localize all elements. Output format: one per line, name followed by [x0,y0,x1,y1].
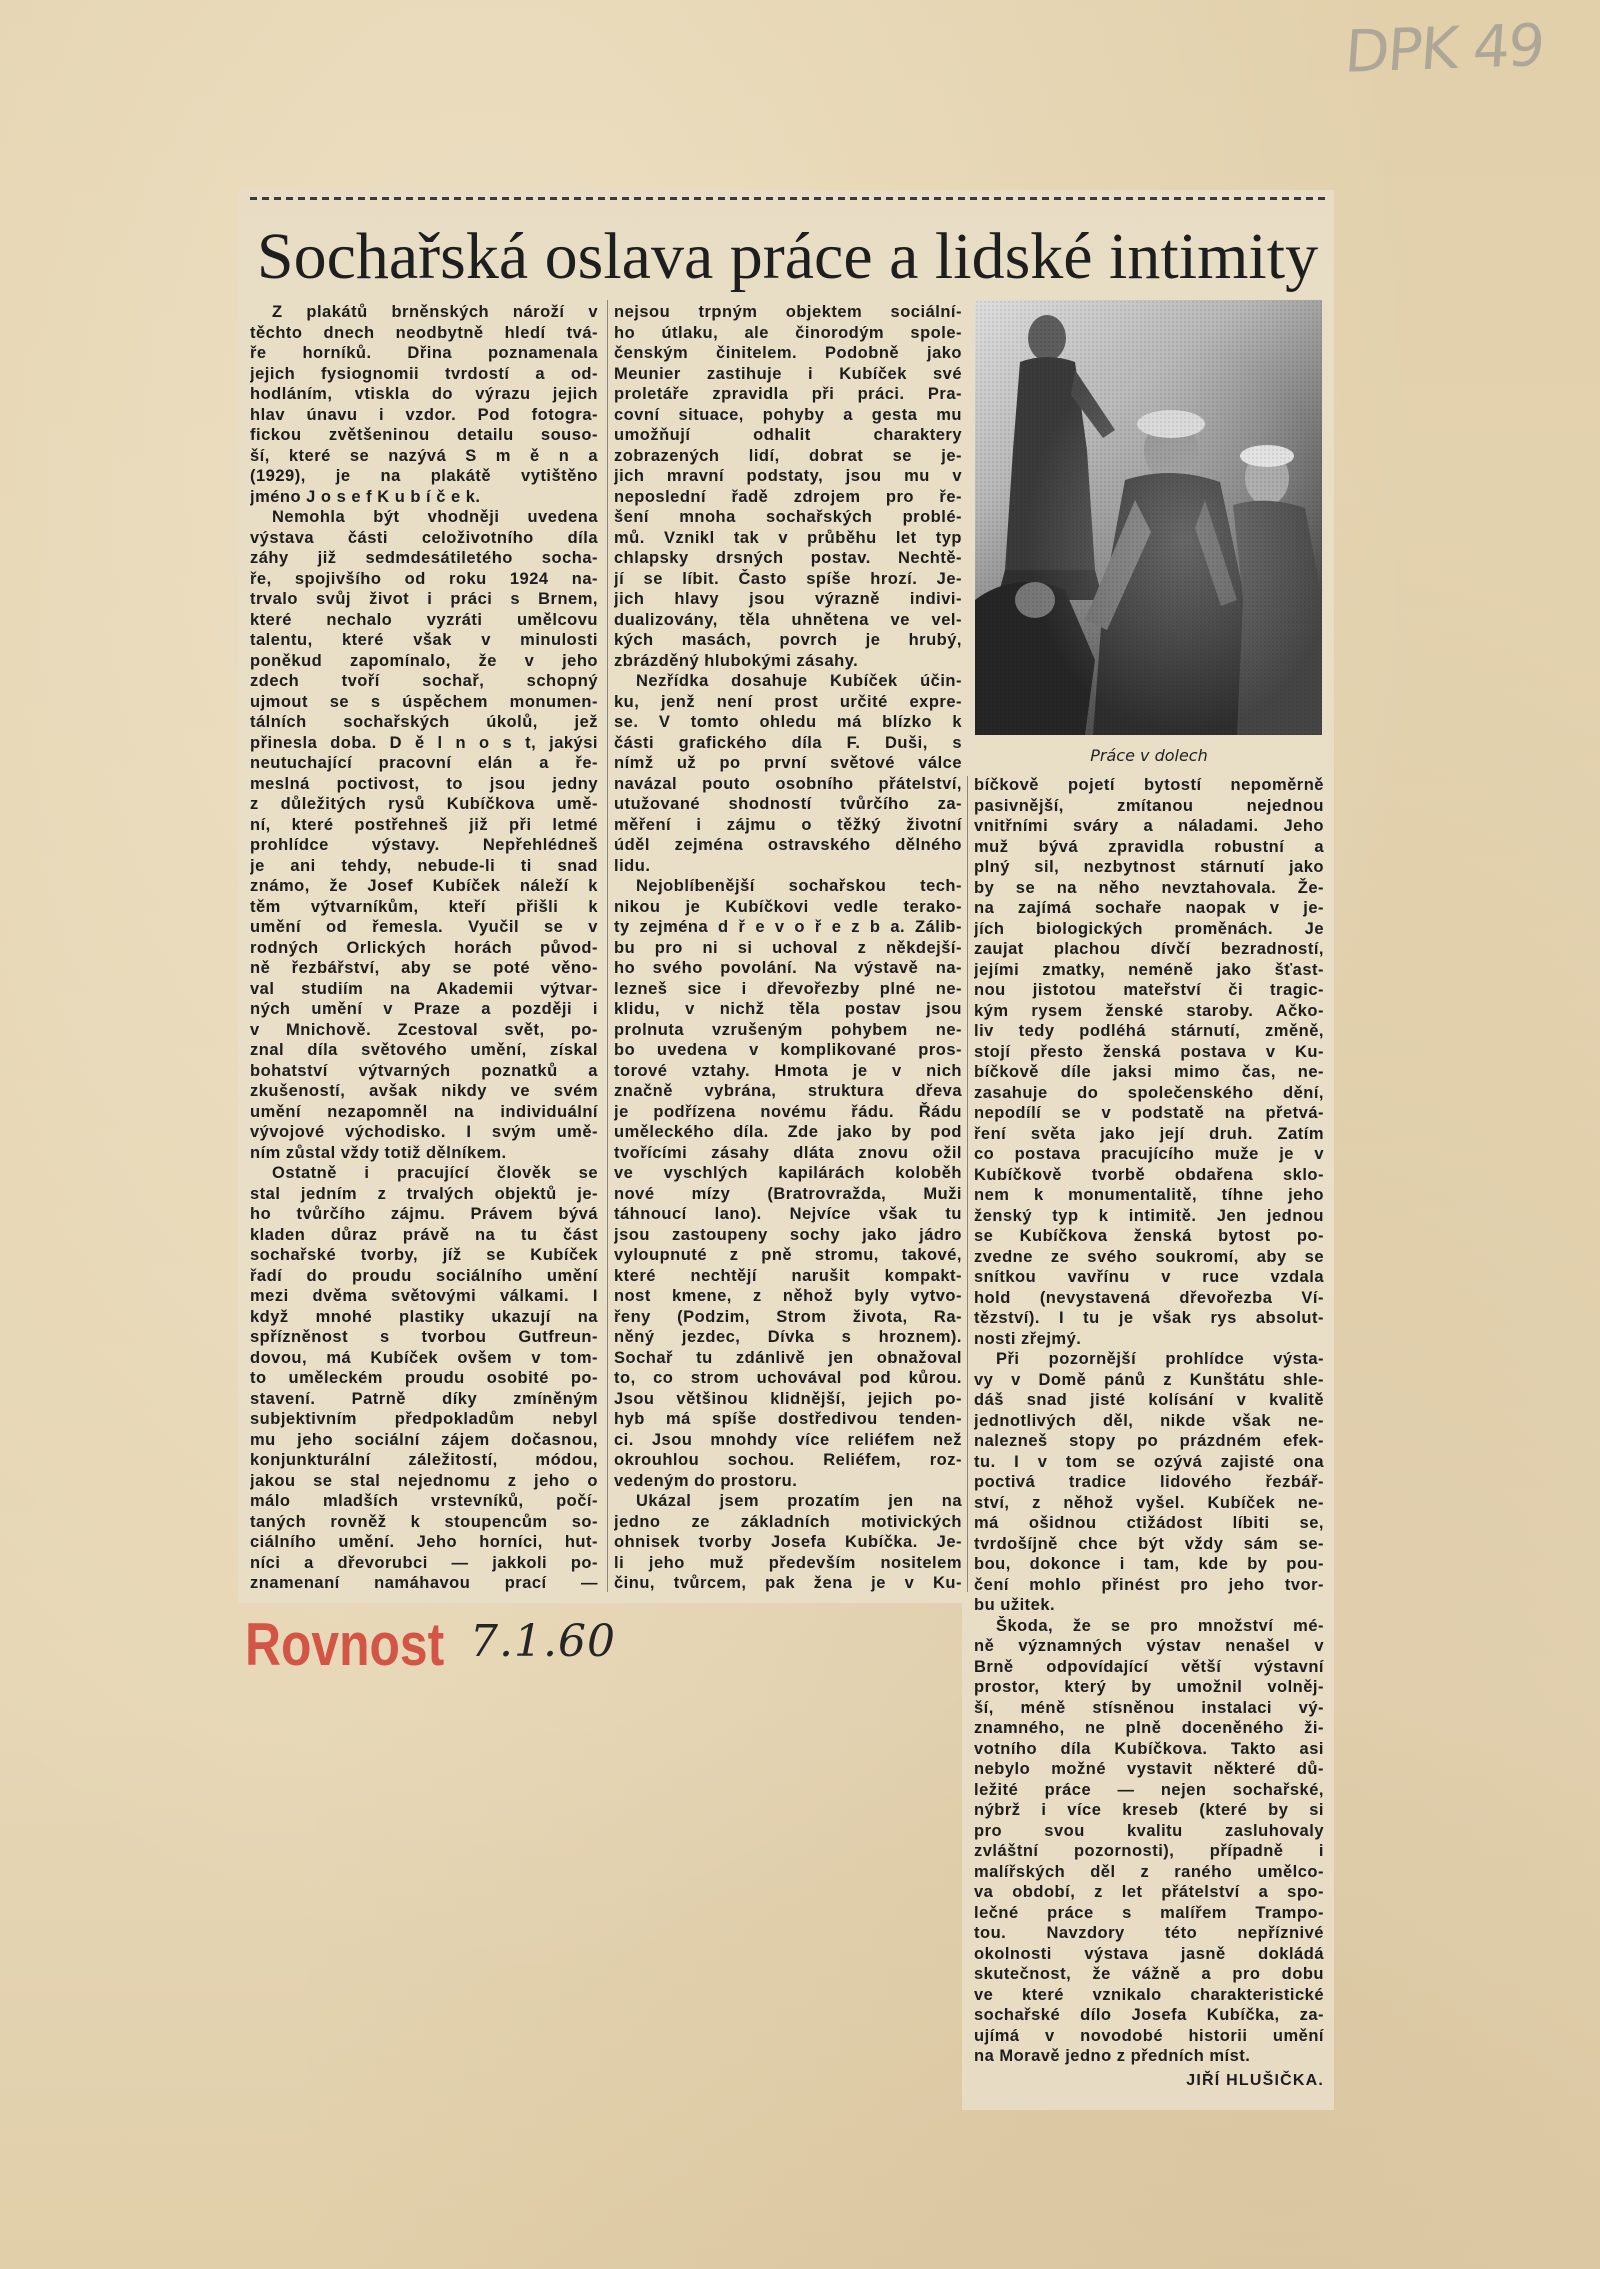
newspaper-stamp: Rovnost [245,1611,445,1678]
text-line: bu pro ni si uchoval z někdejší- [614,938,962,957]
text-line: bo uvedena v komplikované pros- [614,1041,962,1059]
text-line: lečné práce s malířem Trampo- [974,1903,1324,1922]
text-line: neposlední řadě zdrojem pro ře- [614,487,962,506]
text-line: ku, jenž není prost určité expre- [614,692,962,711]
text-line: jejich fysiognomii tvrdostí a od- [250,364,598,383]
text-line: ho svého povolání. Na výstavě na- [614,959,962,977]
text-line: se Kubíčkova ženská bytost po- [974,1227,1324,1245]
text-line: vývojové východisko. I svým umě- [250,1123,598,1141]
text-line: řeny (Podzim, Strom života, Ra- [614,1307,962,1326]
text-line: ci. Jsou mnohdy více reliéfem než [614,1430,962,1449]
text-line: kým rysem ženské staroby. Ačko- [974,1001,1324,1020]
text-line: umění od řemesla. Vyučil se v [250,918,598,936]
text-line: Ukázal jsem prozatím jen na [636,1492,962,1510]
text-line: jméno J o s e f K u b í č e k. [250,487,481,506]
text-line: zbrázděný hlubokými zásahy. [614,651,859,670]
text-line: tou. Navzdory této nepříznivé [974,1924,1324,1942]
text-line: by se na něho nevztahovala. Že- [974,878,1324,897]
text-line: dualizovány, těla uhnětena ve vel- [614,610,962,629]
text-line: které nechalo vyzráti umělcovu [250,610,598,629]
article-title: Sochařská oslava práce a lidské intimity [256,220,1319,293]
text-line: tvrdošíjně chce být vždy sám se- [974,1534,1324,1553]
article-paragraph [250,1163,598,1594]
text-line: má ošidnou ctižádost líbiti se, [974,1514,1324,1532]
photo-caption: Práce v dolech [1090,746,1208,765]
text-line: hold (nevystavená dřevořezba Ví- [974,1288,1324,1307]
text-line: jích biologických proměnách. Je [974,919,1324,938]
text-line: nímž už po první světové válce [614,754,962,772]
article-paragraph [974,775,1324,1349]
text-line: z důležitých rysů Kubíčkova umě- [250,795,598,813]
text-line: tu. I v tom se ozývá zajisté ona [974,1452,1324,1471]
text-line: ujmout se s úspěchem monumen- [250,692,598,711]
text-line: jakou se stal nejednomu z jeho o [250,1471,598,1490]
text-line: ženský typ k intimitě. Jen jednou [974,1206,1324,1225]
text-line: nepodílí se v podstatě na přetvá- [974,1104,1324,1122]
text-line: ohnisek tvorby Josefa Kubíčka. Je- [614,1533,962,1551]
text-line: Z plakátů brněnských nároží v [272,303,598,321]
text-line: jedno ze základních motivických [614,1512,962,1531]
text-line: fickou zvětšeninou detailu souso- [250,426,598,444]
text-line: jednotlivých děl, nikde však ne- [974,1411,1324,1430]
text-line: malířských děl z raného umělco- [974,1862,1324,1881]
text-line: známo, že Josef Kubíček náleží k [250,877,598,895]
text-line: Sochař tu zdánlivě jen obnažoval [614,1348,962,1367]
text-line: umění nezapomněl na individuální [250,1102,598,1121]
text-line: málo mladších vrstevníků, počí- [250,1492,598,1510]
text-line: bíčkově díle jaksi mimo čas, ne- [974,1063,1324,1081]
archive-mark-pencil: DPK 49 [1342,10,1546,86]
text-line: čenským činitelem. Podobně jako [614,344,962,362]
text-line: ství, z něhož vyšel. Kubíček ne- [974,1493,1324,1512]
text-line: mezi dvěma světovými válkami. I [250,1287,598,1305]
text-line: trvalo svůj život i práci s Brnem, [250,590,598,608]
article-paragraph [614,671,962,876]
text-line: přinesla doba. D ě l n o s t, jakýsi [250,733,598,752]
text-line: to uměleckém proudu osobité po- [250,1369,598,1387]
text-line: Při pozornější prohlídce výsta- [996,1350,1324,1368]
article-paragraph [974,1616,1324,2067]
text-line: nosti zřejmý. [974,1329,1082,1348]
text-line: nebylo možné vystavit některé dů- [974,1760,1324,1778]
text-line: mů. Vznikl tak v průběhu let typ [614,528,962,547]
text-line: zasahuje do společenského dění, [974,1083,1324,1102]
text-line: zaujat plachou dívčí bezradností, [974,940,1324,958]
text-line: lidu. [614,856,651,875]
text-line: plný sil, nezbytnost stárnutí jako [974,858,1324,876]
text-line: val studiím na Akademii výtvar- [250,979,598,998]
text-line: co postava pracujícího muže je v [974,1145,1324,1163]
text-line: jsou zastoupeny sochy jako jádro [614,1225,962,1244]
text-line: těchto dnech neodbytně hledí tvá- [250,323,598,342]
text-line: něný jezdec, Dívka s hroznem). [614,1328,962,1346]
text-line: dáš snad jisté kolísání v kvalitě [974,1391,1324,1409]
text-line: okrouhlou sochou. Reliéfem, roz- [614,1451,962,1469]
text-line: tálních sochařských úkolů, jež [250,713,598,731]
text-line: ho útlaku, ale činorodým spole- [614,323,962,342]
text-line: části grafického díla F. Duši, s [614,733,962,752]
text-line: vyloupnuté z pně stromu, takové, [614,1246,962,1264]
text-line: ně řezbářství, aby se poté věno- [250,959,598,977]
text-line: subjektivním předpokladům nebyl [250,1410,598,1428]
text-line: řadí do proudu sociálního umění [250,1266,598,1285]
text-line: ší, méně stísněnou instalaci vý- [974,1698,1324,1717]
text-line: va období, z let přátelství a spo- [974,1883,1324,1901]
article-column-1 [250,302,598,1594]
text-line: Jsou většinou klidnější, jejich po- [614,1389,962,1408]
text-line: muž bývá zpravidla robustní a [974,837,1324,856]
text-line: kých masách, povrch je hrubý, [614,631,962,649]
text-line: Škoda, že se pro množství mé- [996,1616,1324,1635]
article-paragraph [614,876,962,1491]
text-line: ných umění v Praze a později i [250,1000,598,1018]
text-line: ře, spojivšího od roku 1924 na- [250,569,598,588]
column-rule-2 [967,776,968,1592]
text-line: utužované shodností tvůrčího za- [614,795,962,813]
text-line: lezneš sice i dřevořezby plné ne- [614,979,962,998]
text-line: sochařské dílo Josefa Kubíčka, za- [974,2006,1324,2024]
text-line: na zajímá sochaře naopak v je- [974,899,1324,917]
text-line: ním zůstal vždy totiž dělníkem. [250,1143,507,1162]
text-line: konjunkturální záležitostí, módou, [250,1451,598,1469]
text-line: na Moravě jedno z předních míst. [974,2047,1251,2065]
text-line: ujímá v novodobé historii umění [974,2026,1324,2045]
article-paragraph [250,507,598,1163]
text-line: záhy již sedmdesátiletého socha- [250,549,598,567]
text-line: okolnosti výstava jasně dokládá [974,1944,1324,1963]
text-line: nost kmene, z něhož byly vytvo- [614,1287,962,1305]
text-line: zkušeností, avšak nikdy ve svém [250,1082,598,1100]
article-paragraph [974,1349,1324,1616]
text-line: ší, které se nazývá S m ě n a [250,446,598,465]
text-line: pro svou kvalitu zasluhovaly [974,1821,1324,1840]
text-line: li jeho muž především nositelem [614,1553,962,1572]
text-line: chlapsky drsných postav. Nechtě- [614,549,962,567]
text-line: dovou, má Kubíček ovšem v tom- [250,1348,598,1367]
text-line: se. V tomto ohledu má blízko k [614,713,962,731]
text-line: kladen důraz právě na tu část [250,1225,598,1244]
text-line: je ani tehdy, nebude-li ti snad [250,856,598,875]
text-line: sochařské tvorby, jíž se Kubíček [250,1246,598,1264]
text-line: táhnoucí lano). Nejvíce však tu [614,1205,962,1223]
text-line: prohlídce výstavy. Nepřehlédneš [250,836,598,854]
text-line: prostor, který by umožnil volněj- [974,1678,1324,1696]
text-line: skutečnost, že vážně a pro dobu [974,1965,1324,1983]
photo-miners [975,300,1322,735]
text-line: mu jeho sociální zájem dočasnou, [250,1430,598,1449]
text-line: znal díla světového umění, získal [250,1041,598,1059]
text-line: hlav únavu i vzdor. Pod fotogra- [250,405,598,424]
text-line: znamenaní namáhavou prací — [250,1574,598,1592]
text-line: ře horníků. Dřina poznamenala [250,344,598,362]
text-line: Nemohla být vhodněji uvedena [272,508,598,526]
text-line: tvořícími zásahy dláta znovu ožil [614,1143,962,1162]
text-line: vedeným do prostoru. [614,1471,798,1490]
text-line: zobrazených lidí, dobrat se je- [614,446,962,465]
text-line: jejími zmatky, neméně jako šťast- [974,960,1324,979]
text-line: bu užitek. [974,1596,1056,1614]
text-line: meslná poctivost, to jsou jedny [250,774,598,793]
text-line: šení mnoha sochařských problé- [614,508,962,526]
text-line: ření světa jako její druh. Zatím [974,1124,1324,1143]
text-line: ciálního umění. Jeho horníci, hut- [250,1533,598,1551]
text-line: nem k monumentalitě, tíhne jeho [974,1186,1324,1204]
text-line: poněkud zapomínalo, že v jeho [250,651,598,670]
author-signature: JIŘÍ HLUŠIČKA. [1186,2072,1324,2089]
text-line: navázal pouto osobního přátelství, [614,774,962,793]
text-line: spřízněnost s tvorbou Gutfreun- [250,1328,598,1346]
text-line: liv tedy podléhá stárnutí, změně, [974,1022,1324,1040]
article-column-2 [614,302,962,1594]
text-line: v Mnichově. Zcestoval svět, po- [250,1020,598,1039]
text-line: votního díla Kubíčkova. Takto asi [974,1739,1324,1758]
text-line: nalezneš stopy po prázdném efek- [974,1432,1324,1450]
text-line: ní, které postřehneš již při letmé [250,815,598,834]
text-line: výstava části celoživotního díla [250,528,598,547]
text-line: Meunier zastihuje i Kubíček své [614,364,962,383]
text-line: proletáře zpravidla při práci. Pra- [614,385,962,403]
text-line: covní situace, pohyby a gesta mu [614,405,962,424]
article-paragraph [614,1491,962,1594]
text-line: ty zejména d ř e v o ř e z b a. Zálib- [614,918,962,936]
text-line: bohatství výtvarných poznatků a [250,1061,598,1080]
text-line: torové vztahy. Hmota je v nich [614,1061,962,1080]
text-line: pasivnější, zmítanou nejednou [974,796,1324,815]
text-line: měření i zájmu o těžký životní [614,815,962,834]
text-line: neutuchající pracovní elán a ře- [250,754,598,772]
text-line: stojí přesto ženská postava v Ku- [974,1042,1324,1061]
text-line: zvláštní pozornosti), případně i [974,1842,1324,1860]
text-line: které nechtějí narušit kompakt- [614,1266,962,1285]
text-line: hodláním, vtiskla do výrazu jejich [250,385,598,403]
text-line: Kubíčkově tvorbě obdařena sklo- [974,1165,1324,1184]
handwritten-date: 7.1.60 [470,1616,616,1667]
text-line: Nejoblíbenější sochařskou tech- [636,877,962,895]
text-line: nýbrž i více kreseb (které by si [974,1801,1324,1819]
text-line: stavení. Patrně díky zmíněným [250,1389,598,1408]
text-line: hyb má spíše dostředivou tenden- [614,1410,962,1428]
text-line: taných rovněž k stoupencům so- [250,1512,598,1531]
text-line: Nezřídka dosahuje Kubíček účin- [636,672,962,690]
text-line: značně vybrána, struktura dřeva [614,1082,962,1100]
text-line: úděl zejména ostravského dělného [614,836,962,854]
text-line: poctivá tradice lidového řezbář- [974,1473,1324,1491]
article-paragraph [614,302,962,671]
text-line: těm výtvarníkům, kteří přišli k [250,897,598,916]
text-line: vy v Domě pánů z Kunštátu shle- [974,1370,1324,1389]
column-rule-1 [607,300,608,1592]
text-line: Ostatně i pracující člověk se [272,1164,598,1182]
text-line: jich mravní podstaty, jsou mu v [614,467,962,485]
text-line: ležité práce — nejen sochařské, [974,1780,1324,1799]
text-line: zvedne ze svého soukromí, aby se [974,1247,1324,1266]
text-line: umožňují odhalit charaktery [614,426,962,444]
text-line: nikou je Kubíčkovi vedle terako- [614,897,962,916]
text-line: nou jistotou mateřství či tragic- [974,981,1324,999]
text-line: když mnohé plastiky ukazují na [250,1307,598,1326]
text-line: bíčkově pojetí bytostí nepoměrně [974,776,1324,794]
text-line: níci a dřevorubci — jakkoli po- [250,1553,598,1572]
article-column-3 [974,775,1324,2067]
text-line: zdech tvoří sochař, schopný [250,672,598,690]
text-line: jí se líbit. Často spíše hrozí. Je- [614,569,962,588]
text-line: je podřízena novému řádu. Řádu [614,1102,962,1121]
text-line: bou, dokonce i tam, kde by pou- [974,1555,1324,1573]
text-line: to, co strom uchovával pod kůrou. [614,1369,962,1387]
text-line: ho tvůrčího zájmu. Právem bývá [250,1205,598,1223]
text-line: ve vyschlých kapilárách koloběh [614,1164,962,1182]
text-line: tězství). I tu je však rys absolut- [974,1309,1324,1327]
text-line: znamného, ne plně doceněného ži- [974,1719,1324,1737]
text-line: nové mízy (Bratrovražda, Muži [614,1184,962,1203]
text-line: talentu, které však v minulosti [250,631,598,649]
top-dashed-rule [250,197,1325,200]
text-line: stal jedním z trvalých objektů je- [250,1184,598,1203]
text-line: Brně odpovídající větší výstavní [974,1657,1324,1676]
text-line: snítkou vavřínu v ruce vzdala [974,1268,1324,1286]
text-line: ve které vznikalo charakteristické [974,1985,1324,2004]
text-line: čení mohlo přinést pro jeho tvor- [974,1575,1324,1594]
text-line: činu, tvůrcem, pak žena je v Ku- [614,1574,962,1592]
text-line: klidu, v nichž těla postav jsou [614,1000,962,1018]
text-line: jich hlavy jsou výrazně indivi- [614,590,962,608]
text-line: nejsou trpným objektem sociální- [614,303,962,321]
text-line: uměleckého díla. Zde jako by pod [614,1123,962,1141]
text-line: rodných Orlických horách původ- [250,938,598,957]
article-paragraph [250,302,598,507]
text-line: ně významných výstav nenašel v [974,1637,1324,1655]
text-line: prolnuta vzrušeným pohybem ne- [614,1020,962,1039]
text-line: vnitřními sváry a náladami. Jeho [974,817,1324,835]
text-line: (1929), je na plakátě vytištěno [250,467,598,485]
